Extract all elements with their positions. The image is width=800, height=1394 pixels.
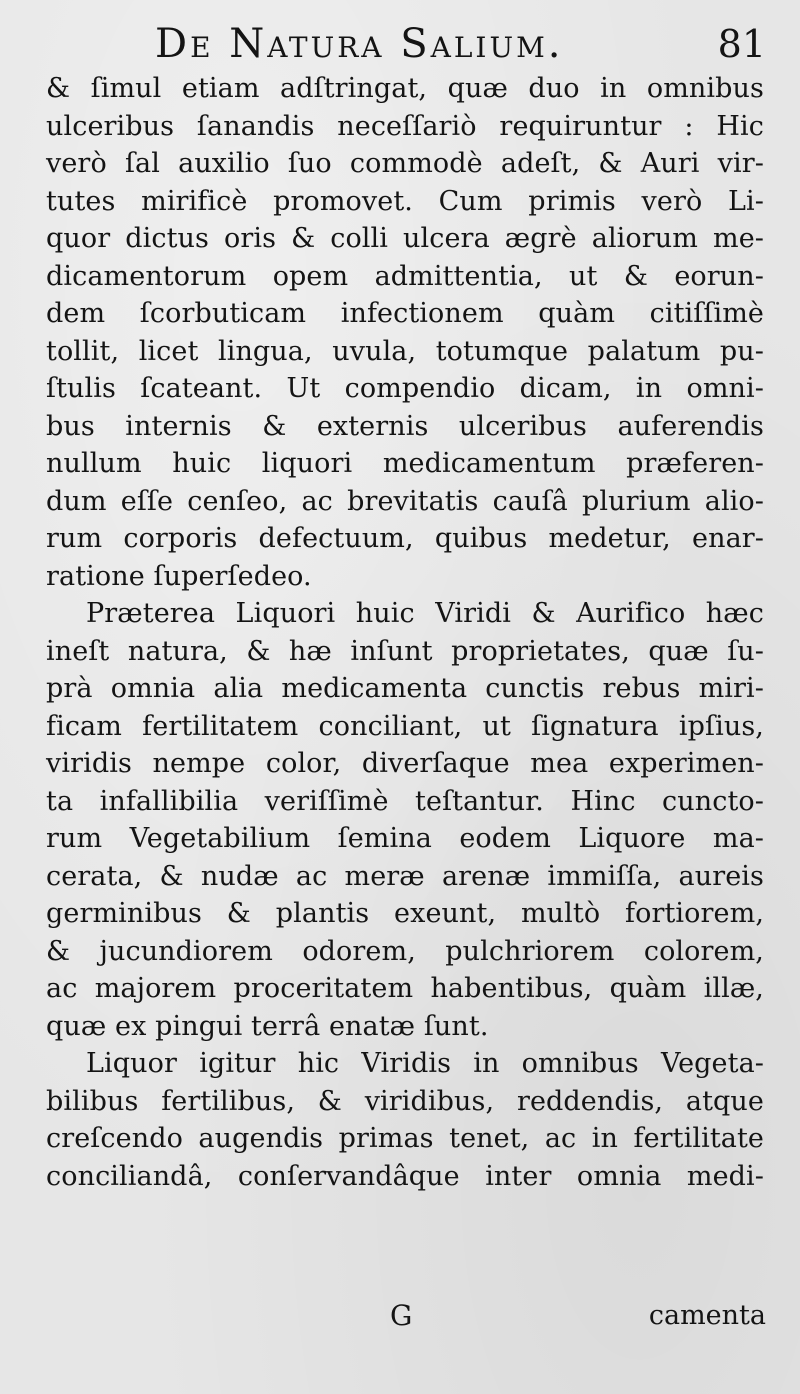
text-line: dum eſſe cenſeo, ac brevitatis cauſâ plurium alio- (46, 485, 764, 517)
text-line: conciliandâ, conſervandâque inter omnia medi- (46, 1160, 764, 1192)
paragraph-1 (46, 70, 764, 595)
text-line: tutes mirificè promovet. Cum primis verò Li- (46, 185, 764, 217)
body-text (46, 70, 764, 1195)
text-line: ta infallibilia veriſſimè teſtantur. Hinc cuncto- (46, 785, 764, 817)
paragraph-2 (46, 595, 764, 1045)
text-line: dicamentorum opem admittentia, ut & eorun- (46, 260, 764, 292)
text-line: quor dictus oris & colli ulcera ægrè aliorum me- (46, 223, 764, 254)
running-title: De Natura Salium. (155, 21, 564, 67)
text-line: bilibus fertilibus, & viridibus, reddendis, atque (46, 1085, 764, 1117)
text-line: dem ſcorbuticam infectionem quàm citiſſimè (46, 298, 764, 329)
text-line: viridis nempe color, diverſaque mea experimen- (46, 748, 764, 779)
text-line: tollit, licet lingua, uvula, totumque palatum pu- (46, 335, 764, 367)
text-line: ſtulis ſcateant. Ut compendio dicam, in omni- (46, 373, 764, 404)
text-line: ratione ſuperſedeo. (46, 560, 312, 592)
text-line: nullum huic liquori medicamentum præferen- (46, 448, 764, 479)
text-line: ac majorem proceritatem habentibus, quàm illæ, (46, 973, 764, 1004)
text-line: ficam fertilitatem conciliant, ut ſignatura ipſius, (46, 710, 764, 742)
page-number: 81 (717, 22, 766, 66)
text-line: & ſimul etiam adſtringat, quæ duo in omnibus (46, 73, 764, 104)
text-line: creſcendo augendis primas tenet, ac in fertilitate (46, 1123, 764, 1154)
page-footer (0, 1296, 800, 1336)
text-line: cerata, & nudæ ac meræ arenæ immiſſa, aureis (46, 860, 764, 892)
paragraph-3 (46, 1045, 764, 1195)
text-line: rum Vegetabilium ſemina eodem Liquore ma- (46, 823, 764, 854)
text-line: Præterea Liquori huic Viridi & Aurifico hæc (86, 598, 764, 629)
signature-mark: G (390, 1299, 413, 1332)
text-line: verò ſal auxilio ſuo commodè adeſt, & Auri vir- (46, 148, 764, 179)
text-line: Liquor igitur hic Viridis in omnibus Vegeta- (86, 1048, 764, 1079)
text-line: ineſt natura, & hæ inſunt proprietates, quæ ſu- (46, 635, 764, 667)
text-line: bus internis & externis ulceribus auferendis (46, 410, 764, 442)
catchword: camenta (648, 1300, 766, 1331)
text-line: quæ ex pingui terrâ enatæ ſunt. (46, 1010, 489, 1042)
page-header (0, 14, 800, 74)
text-line: & jucundiorem odorem, pulchriorem colorem, (46, 935, 764, 967)
text-line: rum corporis defectuum, quibus medetur, enar- (46, 523, 764, 554)
text-line: germinibus & plantis exeunt, multò fortiorem, (46, 898, 764, 929)
text-line: prà omnia alia medicamenta cunctis rebus miri- (46, 673, 764, 704)
text-line: ulceribus ſanandis neceſſariò requiruntur : Hic (46, 110, 764, 142)
